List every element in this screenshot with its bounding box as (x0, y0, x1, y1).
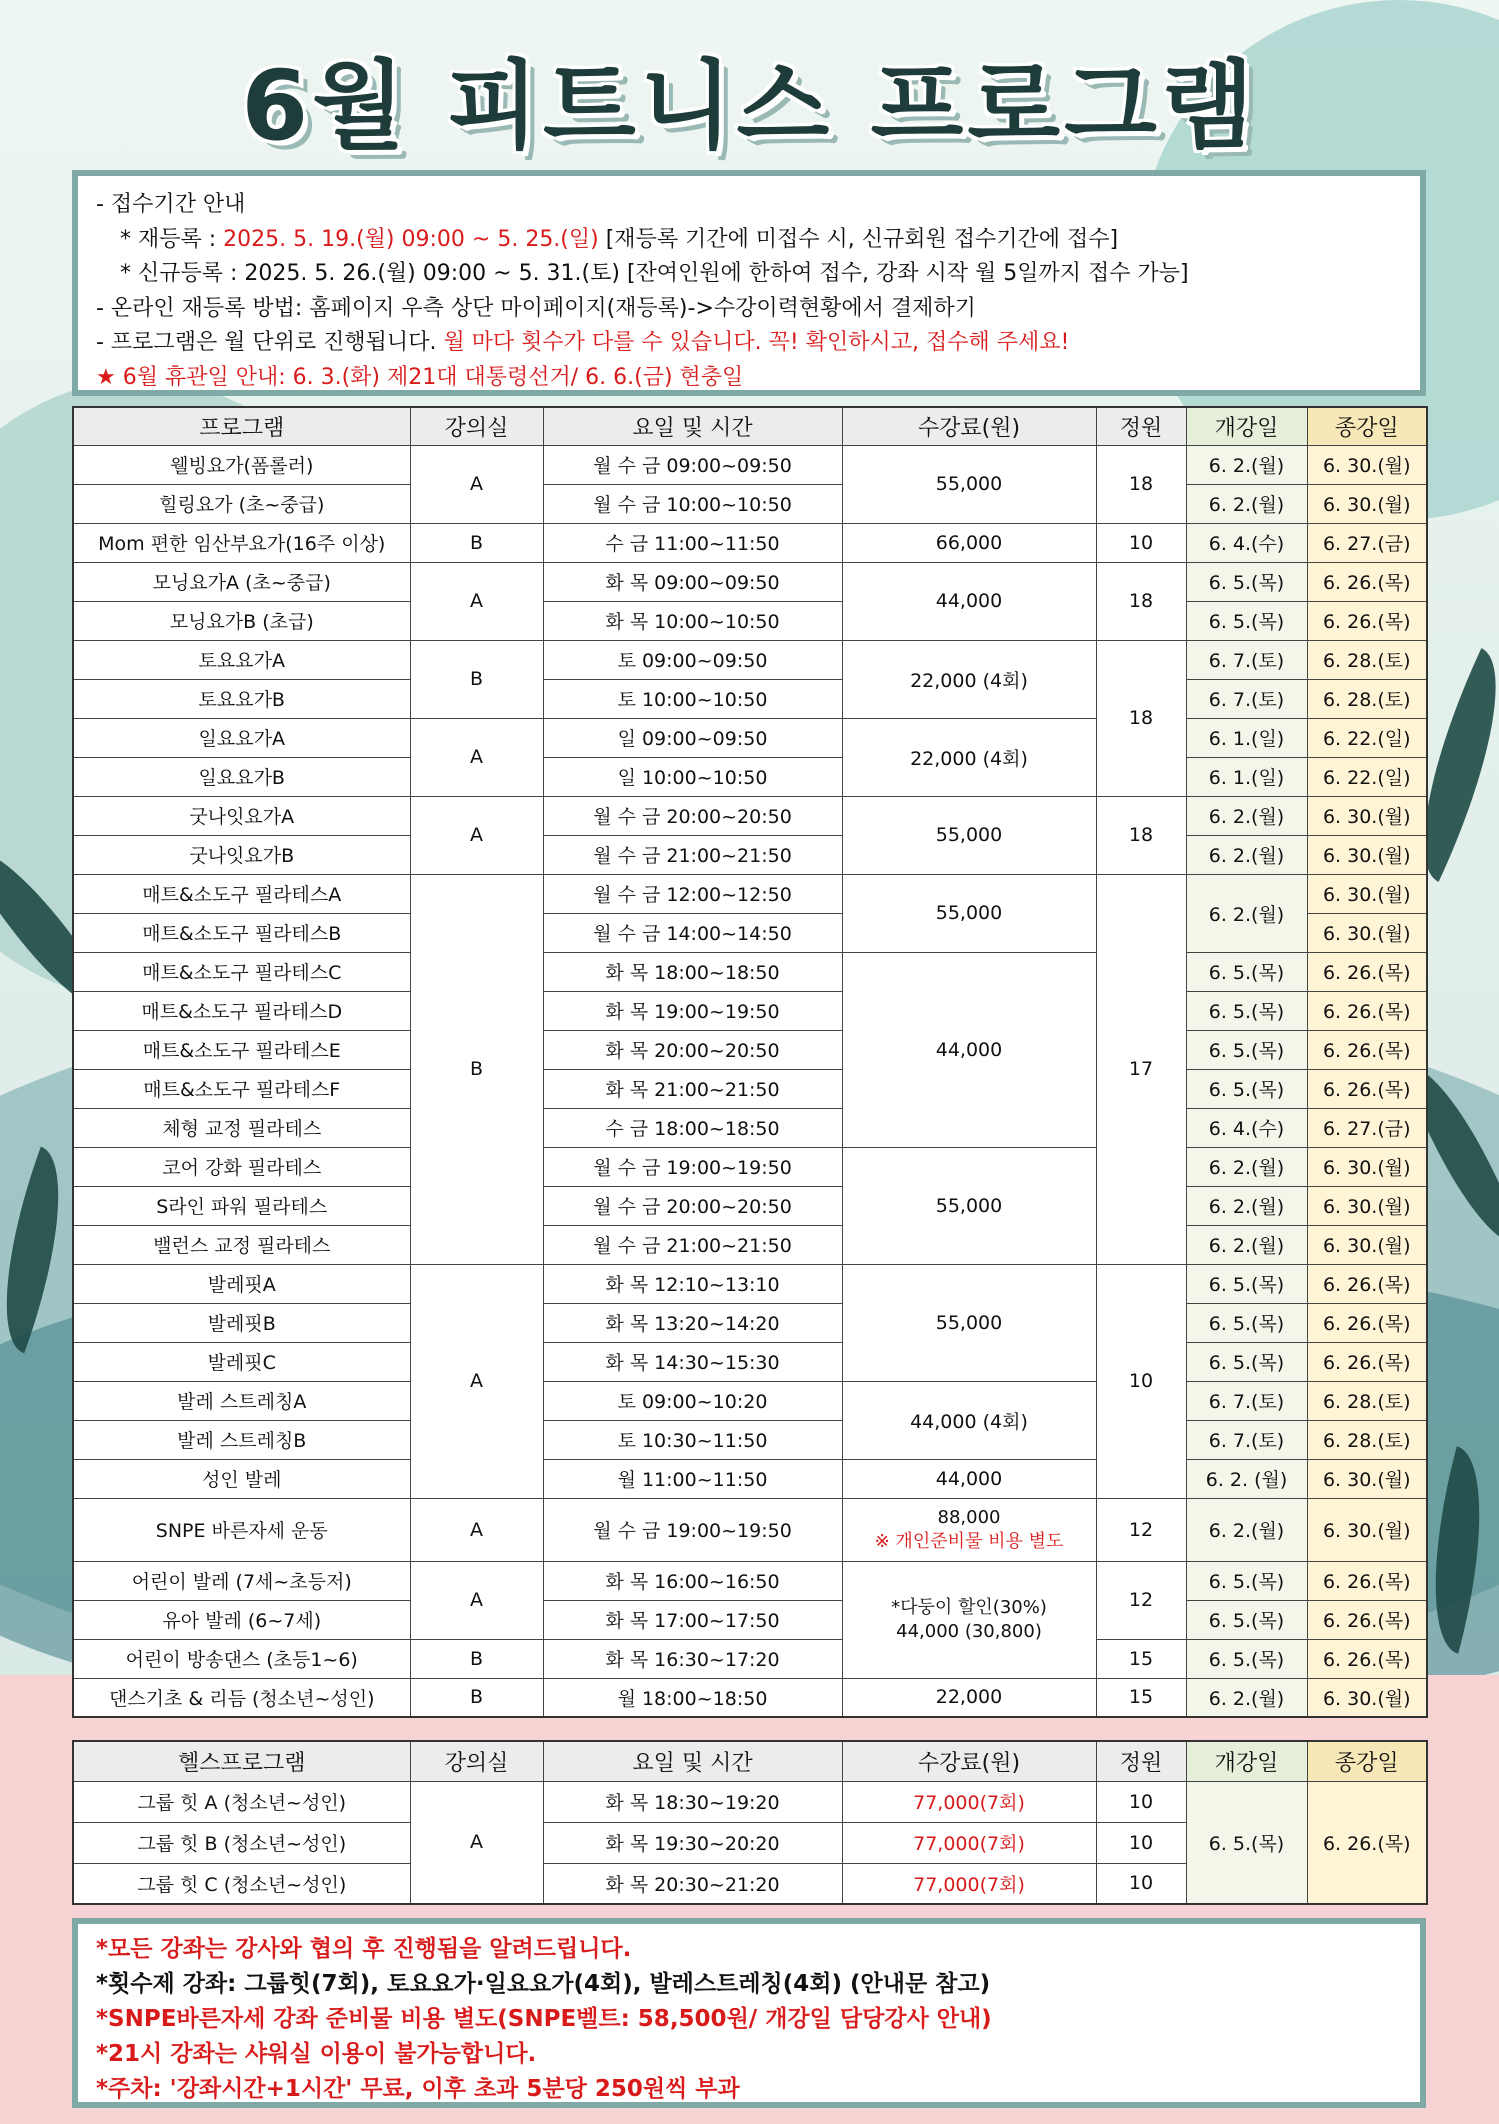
schedule: 월 수 금 20:00~20:50 (543, 796, 842, 835)
schedule: 토 10:30~11:50 (543, 1420, 842, 1459)
note-line: *SNPE바른자세 강좌 준비물 비용 별도(SNPE벨트: 58,500원/ 개강일 담당강사 안내) (96, 2006, 992, 2032)
capacity: 15 (1096, 1678, 1186, 1717)
health-program-table (72, 1740, 1428, 1905)
capacity: 10 (1096, 523, 1186, 562)
program-name: 그룹 힛 B (청소년~성인) (73, 1822, 410, 1863)
end-date: 6. 26.(목) (1307, 1342, 1427, 1381)
col-header: 헬스프로그램 (73, 1741, 410, 1781)
col-header: 개강일 (1186, 407, 1307, 445)
col-header: 요일 및 시간 (543, 407, 842, 445)
end-date: 6. 26.(목) (1307, 1264, 1427, 1303)
start-date: 6. 4.(수) (1186, 523, 1307, 562)
start-date: 6. 7.(토) (1186, 1381, 1307, 1420)
table-row (73, 718, 1427, 757)
col-header: 개강일 (1186, 1741, 1307, 1781)
program-name: 성인 발레 (73, 1459, 410, 1498)
fee: 44,000 (842, 562, 1096, 640)
schedule: 월 18:00~18:50 (543, 1678, 842, 1717)
schedule: 화 목 21:00~21:50 (543, 1069, 842, 1108)
start-date: 6. 5.(목) (1186, 952, 1307, 991)
end-date: 6. 27.(금) (1307, 1108, 1427, 1147)
info-line: ★ 6월 휴관일 안내: 6. 3.(화) 제21대 대통령선거/ 6. 6.(금) 현충일 (96, 364, 744, 390)
program-name: 모닝요가A (초~중급) (73, 562, 410, 601)
col-header: 강의실 (410, 407, 543, 445)
fee (842, 1498, 1096, 1561)
end-date: 6. 30.(월) (1307, 484, 1427, 523)
capacity: 10 (1096, 1264, 1186, 1498)
table-row (73, 952, 1427, 991)
capacity: 12 (1096, 1498, 1186, 1561)
end-date: 6. 30.(월) (1307, 796, 1427, 835)
table-row (73, 1108, 1427, 1147)
end-date: 6. 26.(목) (1307, 1639, 1427, 1678)
program-name: 발레핏C (73, 1342, 410, 1381)
capacity: 10 (1096, 1781, 1186, 1822)
fee: 55,000 (842, 1264, 1096, 1381)
program-name: 토요요가B (73, 679, 410, 718)
start-date: 6. 2.(월) (1186, 796, 1307, 835)
table-row (73, 445, 1427, 484)
program-name: 체형 교정 필라테스 (73, 1108, 410, 1147)
room: B (410, 1639, 543, 1678)
schedule: 화 목 19:00~19:50 (543, 991, 842, 1030)
fee: 22,000 (842, 1678, 1096, 1717)
end-date: 6. 27.(금) (1307, 523, 1427, 562)
program-name: 매트&소도구 필라테스E (73, 1030, 410, 1069)
fee: 77,000(7회) (842, 1781, 1096, 1822)
table-row (73, 757, 1427, 796)
fee-note: ※ 개인준비물 비용 별도 (874, 1530, 1064, 1552)
table-row (73, 1639, 1427, 1678)
table-row (73, 1225, 1427, 1264)
program-name: 어린이 방송댄스 (초등1~6) (73, 1639, 410, 1678)
program-name: 일요요가B (73, 757, 410, 796)
room: A (410, 562, 543, 640)
start-date: 6. 2.(월) (1186, 1498, 1307, 1561)
fee-amount: 88,000 (937, 1506, 1001, 1528)
end-date: 6. 26.(목) (1307, 1069, 1427, 1108)
room: A (410, 445, 543, 523)
start-date: 6. 5.(목) (1186, 1303, 1307, 1342)
notes-box (72, 1918, 1426, 2108)
start-date: 6. 1.(일) (1186, 757, 1307, 796)
table-row (73, 1459, 1427, 1498)
end-date: 6. 26.(목) (1307, 952, 1427, 991)
program-name: 유아 발레 (6~7세) (73, 1600, 410, 1639)
program-name: 매트&소도구 필라테스C (73, 952, 410, 991)
fee: 55,000 (842, 445, 1096, 523)
schedule: 화 목 10:00~10:50 (543, 601, 842, 640)
info-line: * 신규등록 : 2025. 5. 26.(월) 09:00 ~ 5. 31.(토) [잔여인원에 한하여 접수, 강좌 시작 월 5일까지 접수 가능] (120, 261, 1189, 286)
schedule: 월 수 금 20:00~20:50 (543, 1186, 842, 1225)
schedule: 화 목 17:00~17:50 (543, 1600, 842, 1639)
fee (842, 1561, 1096, 1678)
schedule: 화 목 14:30~15:30 (543, 1342, 842, 1381)
table-row (73, 796, 1427, 835)
start-date: 6. 7.(토) (1186, 1420, 1307, 1459)
end-date: 6. 26.(목) (1307, 1781, 1427, 1904)
schedule: 화 목 09:00~09:50 (543, 562, 842, 601)
start-date: 6. 2.(월) (1186, 484, 1307, 523)
col-header: 요일 및 시간 (543, 1741, 842, 1781)
schedule: 월 수 금 14:00~14:50 (543, 913, 842, 952)
start-date: 6. 2.(월) (1186, 1678, 1307, 1717)
program-name: 웰빙요가(폼롤러) (73, 445, 410, 484)
room: A (410, 796, 543, 874)
schedule: 월 11:00~11:50 (543, 1459, 842, 1498)
fee: 55,000 (842, 1147, 1096, 1264)
start-date: 6. 5.(목) (1186, 1264, 1307, 1303)
end-date: 6. 26.(목) (1307, 562, 1427, 601)
capacity: 10 (1096, 1863, 1186, 1904)
fee: 22,000 (4회) (842, 640, 1096, 718)
fee: 44,000 (842, 1459, 1096, 1498)
room: B (410, 874, 543, 1264)
table-row (73, 1069, 1427, 1108)
program-name: 코어 강화 필라테스 (73, 1147, 410, 1186)
note-line: *모든 강좌는 강사와 협의 후 진행됨을 알려드립니다. (96, 1936, 632, 1962)
schedule: 월 수 금 12:00~12:50 (543, 874, 842, 913)
end-date: 6. 30.(월) (1307, 913, 1427, 952)
table-row (73, 874, 1427, 913)
capacity: 18 (1096, 445, 1186, 523)
info-line: * 재등록 : 2025. 5. 19.(월) 09:00 ~ 5. 25.(일) [재등록 기간에 미접수 시, 신규회원 접수기간에 접수] (120, 226, 1119, 252)
end-date: 6. 28.(토) (1307, 640, 1427, 679)
schedule: 토 09:00~10:20 (543, 1381, 842, 1420)
end-date: 6. 26.(목) (1307, 601, 1427, 640)
capacity: 15 (1096, 1639, 1186, 1678)
start-date: 6. 5.(목) (1186, 562, 1307, 601)
schedule: 월 수 금 19:00~19:50 (543, 1147, 842, 1186)
schedule: 화 목 20:30~21:20 (543, 1863, 842, 1904)
schedule: 토 09:00~09:50 (543, 640, 842, 679)
start-date: 6. 5.(목) (1186, 991, 1307, 1030)
room: B (410, 640, 543, 718)
program-name: 밸런스 교정 필라테스 (73, 1225, 410, 1264)
fee: 44,000 (842, 952, 1096, 1147)
program-name: 매트&소도구 필라테스D (73, 991, 410, 1030)
table-row (73, 1030, 1427, 1069)
start-date: 6. 5.(목) (1186, 601, 1307, 640)
schedule: 토 10:00~10:50 (543, 679, 842, 718)
info-line: - 프로그램은 월 단위로 진행됩니다. 월 마다 횟수가 다를 수 있습니다. 꼭! 확인하시고, 접수해 주세요! (96, 330, 1070, 355)
end-date: 6. 30.(월) (1307, 874, 1427, 913)
table-row (73, 991, 1427, 1030)
col-header: 수강료(원) (842, 407, 1096, 445)
capacity: 10 (1096, 1822, 1186, 1863)
schedule: 월 수 금 19:00~19:50 (543, 1498, 842, 1561)
start-date: 6. 5.(목) (1186, 1639, 1307, 1678)
capacity: 12 (1096, 1561, 1186, 1639)
info-line: - 온라인 재등록 방법: 홈페이지 우측 상단 마이페이지(재등록)->수강이력현황에서 결제하기 (96, 295, 976, 321)
end-date: 6. 26.(목) (1307, 991, 1427, 1030)
start-date: 6. 5.(목) (1186, 1030, 1307, 1069)
table-header (73, 1741, 1427, 1781)
room: A (410, 1561, 543, 1639)
start-date: 6. 2. (월) (1186, 1459, 1307, 1498)
schedule: 일 10:00~10:50 (543, 757, 842, 796)
end-date: 6. 26.(목) (1307, 1030, 1427, 1069)
schedule: 일 09:00~09:50 (543, 718, 842, 757)
table-row (73, 562, 1427, 601)
program-name: 모닝요가B (초급) (73, 601, 410, 640)
schedule: 월 수 금 09:00~09:50 (543, 445, 842, 484)
room: B (410, 523, 543, 562)
discount-label: *다둥이 할인(30%) (891, 1596, 1047, 1618)
schedule: 화 목 16:30~17:20 (543, 1639, 842, 1678)
start-date: 6. 5.(목) (1186, 1781, 1307, 1904)
table-row (73, 1781, 1427, 1822)
schedule: 월 수 금 21:00~21:50 (543, 835, 842, 874)
start-date: 6. 2.(월) (1186, 874, 1307, 952)
schedule: 수 금 11:00~11:50 (543, 523, 842, 562)
table-row (73, 1186, 1427, 1225)
end-date: 6. 30.(월) (1307, 1498, 1427, 1561)
end-date: 6. 28.(토) (1307, 1420, 1427, 1459)
fee: 77,000(7회) (842, 1863, 1096, 1904)
start-date: 6. 7.(토) (1186, 679, 1307, 718)
end-date: 6. 22.(일) (1307, 718, 1427, 757)
fee: 66,000 (842, 523, 1096, 562)
note-line: *횟수제 강좌: 그룹힛(7회), 토요요가·일요요가(4회), 발레스트레칭(4회) (안내문 참고) (96, 1971, 991, 1997)
table-row (73, 835, 1427, 874)
program-name: 발레 스트레칭A (73, 1381, 410, 1420)
program-name: 매트&소도구 필라테스B (73, 913, 410, 952)
table-row (73, 1147, 1427, 1186)
table-row (73, 523, 1427, 562)
program-name: 그룹 힛 A (청소년~성인) (73, 1781, 410, 1822)
table-header (73, 407, 1427, 445)
end-date: 6. 30.(월) (1307, 1459, 1427, 1498)
table-row (73, 1264, 1427, 1303)
discount-amount: 44,000 (30,800) (896, 1620, 1042, 1642)
end-date: 6. 28.(토) (1307, 679, 1427, 718)
page-title: 6월 피트니스 프로그램 (241, 50, 1258, 162)
table-row (73, 1678, 1427, 1717)
col-header: 정원 (1096, 407, 1186, 445)
schedule: 화 목 13:20~14:20 (543, 1303, 842, 1342)
room: B (410, 1678, 543, 1717)
start-date: 6. 2.(월) (1186, 1186, 1307, 1225)
schedule: 월 수 금 21:00~21:50 (543, 1225, 842, 1264)
capacity: 18 (1096, 640, 1186, 796)
program-table (72, 406, 1428, 1718)
col-header: 강의실 (410, 1741, 543, 1781)
start-date: 6. 7.(토) (1186, 640, 1307, 679)
program-name: 발레 스트레칭B (73, 1420, 410, 1459)
start-date: 6. 5.(목) (1186, 1342, 1307, 1381)
room: A (410, 1498, 543, 1561)
end-date: 6. 28.(토) (1307, 1381, 1427, 1420)
start-date: 6. 1.(일) (1186, 718, 1307, 757)
start-date: 6. 5.(목) (1186, 1069, 1307, 1108)
table-row (73, 1342, 1427, 1381)
note-line: *21시 강좌는 샤워실 이용이 불가능합니다. (96, 2041, 537, 2067)
program-name: 굿나잇요가A (73, 796, 410, 835)
fee: 55,000 (842, 796, 1096, 874)
end-date: 6. 30.(월) (1307, 1186, 1427, 1225)
capacity: 18 (1096, 562, 1186, 640)
program-name: Mom 편한 임산부요가(16주 이상) (73, 523, 410, 562)
room: A (410, 1781, 543, 1904)
fee: 44,000 (4회) (842, 1381, 1096, 1459)
program-name: 댄스기초 & 리듬 (청소년~성인) (73, 1678, 410, 1717)
note-line: *주차: '강좌시간+1시간' 무료, 이후 초과 5분당 250원씩 부과 (96, 2076, 740, 2102)
col-header: 프로그램 (73, 407, 410, 445)
col-header: 종강일 (1307, 1741, 1427, 1781)
start-date: 6. 2.(월) (1186, 445, 1307, 484)
schedule: 화 목 19:30~20:20 (543, 1822, 842, 1863)
info-box (72, 170, 1426, 396)
table-row (73, 1600, 1427, 1639)
col-header: 정원 (1096, 1741, 1186, 1781)
program-name: 매트&소도구 필라테스F (73, 1069, 410, 1108)
info-line: - 접수기간 안내 (96, 192, 246, 217)
start-date: 6. 5.(목) (1186, 1561, 1307, 1600)
program-name: 발레핏B (73, 1303, 410, 1342)
fee: 22,000 (4회) (842, 718, 1096, 796)
program-name: 토요요가A (73, 640, 410, 679)
end-date: 6. 22.(일) (1307, 757, 1427, 796)
schedule: 화 목 18:00~18:50 (543, 952, 842, 991)
end-date: 6. 26.(목) (1307, 1303, 1427, 1342)
table-row (73, 1381, 1427, 1420)
end-date: 6. 30.(월) (1307, 1225, 1427, 1264)
program-name: 발레핏A (73, 1264, 410, 1303)
schedule: 화 목 16:00~16:50 (543, 1561, 842, 1600)
program-name: 힐링요가 (초~중급) (73, 484, 410, 523)
end-date: 6. 30.(월) (1307, 1147, 1427, 1186)
start-date: 6. 2.(월) (1186, 1147, 1307, 1186)
schedule: 화 목 18:30~19:20 (543, 1781, 842, 1822)
start-date: 6. 2.(월) (1186, 835, 1307, 874)
table-row (73, 601, 1427, 640)
schedule: 화 목 20:00~20:50 (543, 1030, 842, 1069)
fee: 55,000 (842, 874, 1096, 952)
program-name: 어린이 발레 (7세~초등저) (73, 1561, 410, 1600)
schedule: 월 수 금 10:00~10:50 (543, 484, 842, 523)
end-date: 6. 30.(월) (1307, 835, 1427, 874)
schedule: 화 목 12:10~13:10 (543, 1264, 842, 1303)
table-row (73, 1498, 1427, 1561)
start-date: 6. 5.(목) (1186, 1600, 1307, 1639)
program-name: S라인 파워 필라테스 (73, 1186, 410, 1225)
capacity: 17 (1096, 874, 1186, 1264)
end-date: 6. 26.(목) (1307, 1600, 1427, 1639)
table-row (73, 1420, 1427, 1459)
program-name: SNPE 바른자세 운동 (73, 1498, 410, 1561)
room: A (410, 1264, 543, 1498)
start-date: 6. 2.(월) (1186, 1225, 1307, 1264)
table-row (73, 640, 1427, 679)
table-row (73, 1561, 1427, 1600)
end-date: 6. 30.(월) (1307, 445, 1427, 484)
start-date: 6. 4.(수) (1186, 1108, 1307, 1147)
room: A (410, 718, 543, 796)
table-row (73, 679, 1427, 718)
fee: 77,000(7회) (842, 1822, 1096, 1863)
capacity: 18 (1096, 796, 1186, 874)
end-date: 6. 26.(목) (1307, 1561, 1427, 1600)
end-date: 6. 30.(월) (1307, 1678, 1427, 1717)
col-header: 종강일 (1307, 407, 1427, 445)
col-header: 수강료(원) (842, 1741, 1096, 1781)
program-name: 일요요가A (73, 718, 410, 757)
program-name: 굿나잇요가B (73, 835, 410, 874)
table-row (73, 484, 1427, 523)
schedule: 수 금 18:00~18:50 (543, 1108, 842, 1147)
table-row (73, 1303, 1427, 1342)
program-name: 매트&소도구 필라테스A (73, 874, 410, 913)
program-name: 그룹 힛 C (청소년~성인) (73, 1863, 410, 1904)
